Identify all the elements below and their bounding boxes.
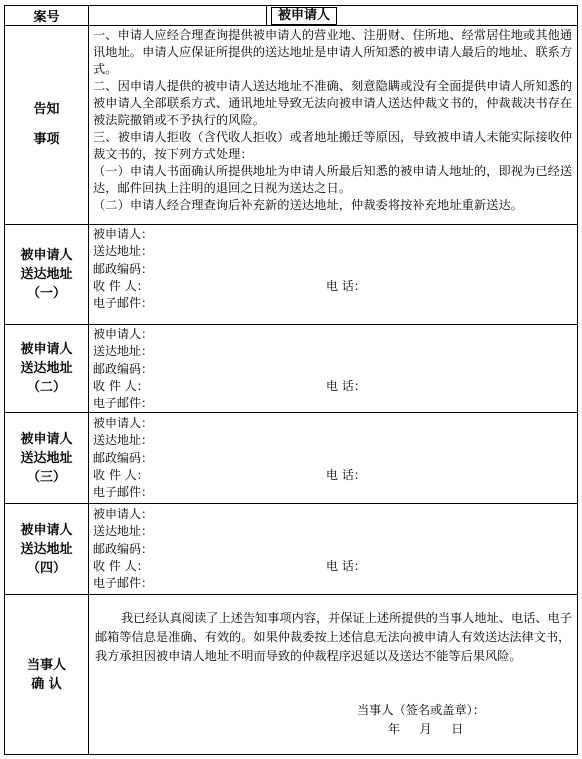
row-divider bbox=[5, 503, 577, 504]
respondent-field[interactable]: 被申请人： bbox=[93, 227, 154, 241]
column-divider bbox=[88, 6, 89, 754]
address-block-fields bbox=[93, 415, 573, 501]
notice-label-line2: 事项 bbox=[33, 132, 60, 147]
phone-field[interactable]: 电 话： bbox=[326, 278, 366, 293]
respondent-header-cell bbox=[267, 6, 577, 25]
respondent-field[interactable]: 被申请人： bbox=[93, 327, 154, 341]
case-number-value[interactable] bbox=[89, 6, 266, 25]
phone-field[interactable]: 电 话： bbox=[326, 378, 366, 393]
address-block-label bbox=[5, 504, 88, 594]
case-number-label: 案号 bbox=[33, 10, 60, 25]
address-label-line3: （二） bbox=[26, 380, 66, 395]
date-line[interactable]: 年 月 日 bbox=[388, 722, 464, 736]
notice-label-line1: 告知 bbox=[33, 102, 60, 117]
notice-paragraph: （一）申请人书面确认所提供地址为申请人所最后知悉的被申请人地址的，即视为已经送达，邮件回执上注明的退回之日视为送达之日。 bbox=[93, 164, 573, 195]
respondent-field[interactable]: 被申请人： bbox=[93, 416, 154, 430]
address-block-fields bbox=[93, 506, 573, 592]
respondent-header-label: 被申请人 bbox=[271, 7, 337, 25]
recipient-field[interactable]: 收 件 人： 电 话： bbox=[93, 467, 573, 484]
row-divider bbox=[5, 224, 577, 225]
email-field[interactable]: 电子邮件： bbox=[93, 485, 154, 500]
respondent-field[interactable]: 被申请人： bbox=[93, 507, 154, 521]
signature-line[interactable]: 当事人（签名或盖章）： bbox=[357, 703, 485, 717]
postcode-field[interactable]: 邮政编码： bbox=[93, 541, 154, 556]
address-label-line1: 被申请人 bbox=[20, 522, 73, 538]
recipient-field[interactable]: 收 件 人： 电 话： bbox=[93, 278, 573, 295]
address-label-line2: 送达地址 bbox=[20, 267, 73, 282]
recipient-field[interactable]: 收 件 人： 电 话： bbox=[93, 378, 573, 395]
email-field[interactable]: 电子邮件： bbox=[93, 396, 154, 411]
address-label-line2: 送达地址 bbox=[20, 450, 73, 466]
address-label-line1: 被申请人 bbox=[20, 342, 73, 357]
notice-form-table bbox=[4, 5, 578, 755]
address-label-line1: 被申请人 bbox=[20, 431, 73, 447]
confirmation-label bbox=[5, 595, 88, 754]
email-field[interactable]: 电子邮件： bbox=[93, 296, 154, 311]
notice-paragraph: 三、被申请人拒收（含代收人拒收）或者地址搬迁等原因，导致被申请人未能实际接收仲裁文书的，按下列方式处理： bbox=[93, 130, 573, 161]
row-divider bbox=[5, 594, 577, 595]
address-field[interactable]: 送达地址： bbox=[93, 244, 154, 259]
address-block-label bbox=[5, 225, 88, 324]
address-label-line2: 送达地址 bbox=[20, 541, 73, 557]
phone-field[interactable]: 电 话： bbox=[326, 558, 366, 573]
confirmation-label-line2: 确 认 bbox=[31, 676, 62, 692]
row-divider bbox=[5, 25, 577, 26]
recipient-field[interactable]: 收 件 人： 电 话： bbox=[93, 558, 573, 575]
notice-label bbox=[5, 26, 88, 224]
address-field[interactable]: 送达地址： bbox=[93, 344, 154, 359]
address-field[interactable]: 送达地址： bbox=[93, 433, 154, 448]
notice-paragraph: （二）申请人经合理查询后补充新的送达地址，仲裁委将按补充地址重新送达。 bbox=[93, 198, 524, 212]
confirmation-label-line1: 当事人 bbox=[26, 657, 66, 673]
postcode-field[interactable]: 邮政编码： bbox=[93, 361, 154, 376]
address-block-label bbox=[5, 325, 88, 412]
address-label-line2: 送达地址 bbox=[20, 361, 73, 376]
address-label-line1: 被申请人 bbox=[20, 248, 73, 263]
notice-paragraph: 一、申请人应经合理查询提供被申请人的营业地、注册财、住所地、经常居住地或其他通讯地址。申请人应保证所提供的送达地址是申请人所知悉的被申请人最后的地址、联系方式。 bbox=[93, 28, 573, 76]
address-block-label bbox=[5, 413, 88, 503]
notice-paragraph: 二、因申请人提供的被申请人送达地址不准确、刻意隐瞒或没有全面提供申请人所知悉的被申请人全部联系方式、通讯地址导致无法向被申请人送达仲裁文书的，仲裁裁决书存在被法院撤销或不予执行的风险。 bbox=[93, 79, 573, 127]
postcode-field[interactable]: 邮政编码： bbox=[93, 450, 154, 465]
address-label-line3: （一） bbox=[26, 286, 66, 301]
phone-field[interactable]: 电 话： bbox=[326, 467, 366, 482]
confirmation-text-block bbox=[95, 609, 573, 666]
row-divider bbox=[5, 324, 577, 325]
confirmation-statement: 我已经认真阅读了上述告知事项内容，并保证上述所提供的当事人地址、电话、电子邮箱等信息是准确、有效的。如果仲裁委按上述信息无法向被申请人有效送达法律文书，我方承担因被申请人地址不明而导致的仲裁程序迟延以及送达不能等后果风险。 bbox=[95, 611, 572, 663]
address-block-fields bbox=[93, 226, 573, 312]
address-label-line3: （三） bbox=[26, 469, 66, 485]
address-field[interactable]: 送达地址： bbox=[93, 524, 154, 539]
address-label-line3: （四） bbox=[26, 560, 66, 576]
notice-content bbox=[93, 27, 575, 223]
address-block-fields bbox=[93, 326, 573, 412]
postcode-field[interactable]: 邮政编码： bbox=[93, 261, 154, 276]
email-field[interactable]: 电子邮件： bbox=[93, 576, 154, 591]
